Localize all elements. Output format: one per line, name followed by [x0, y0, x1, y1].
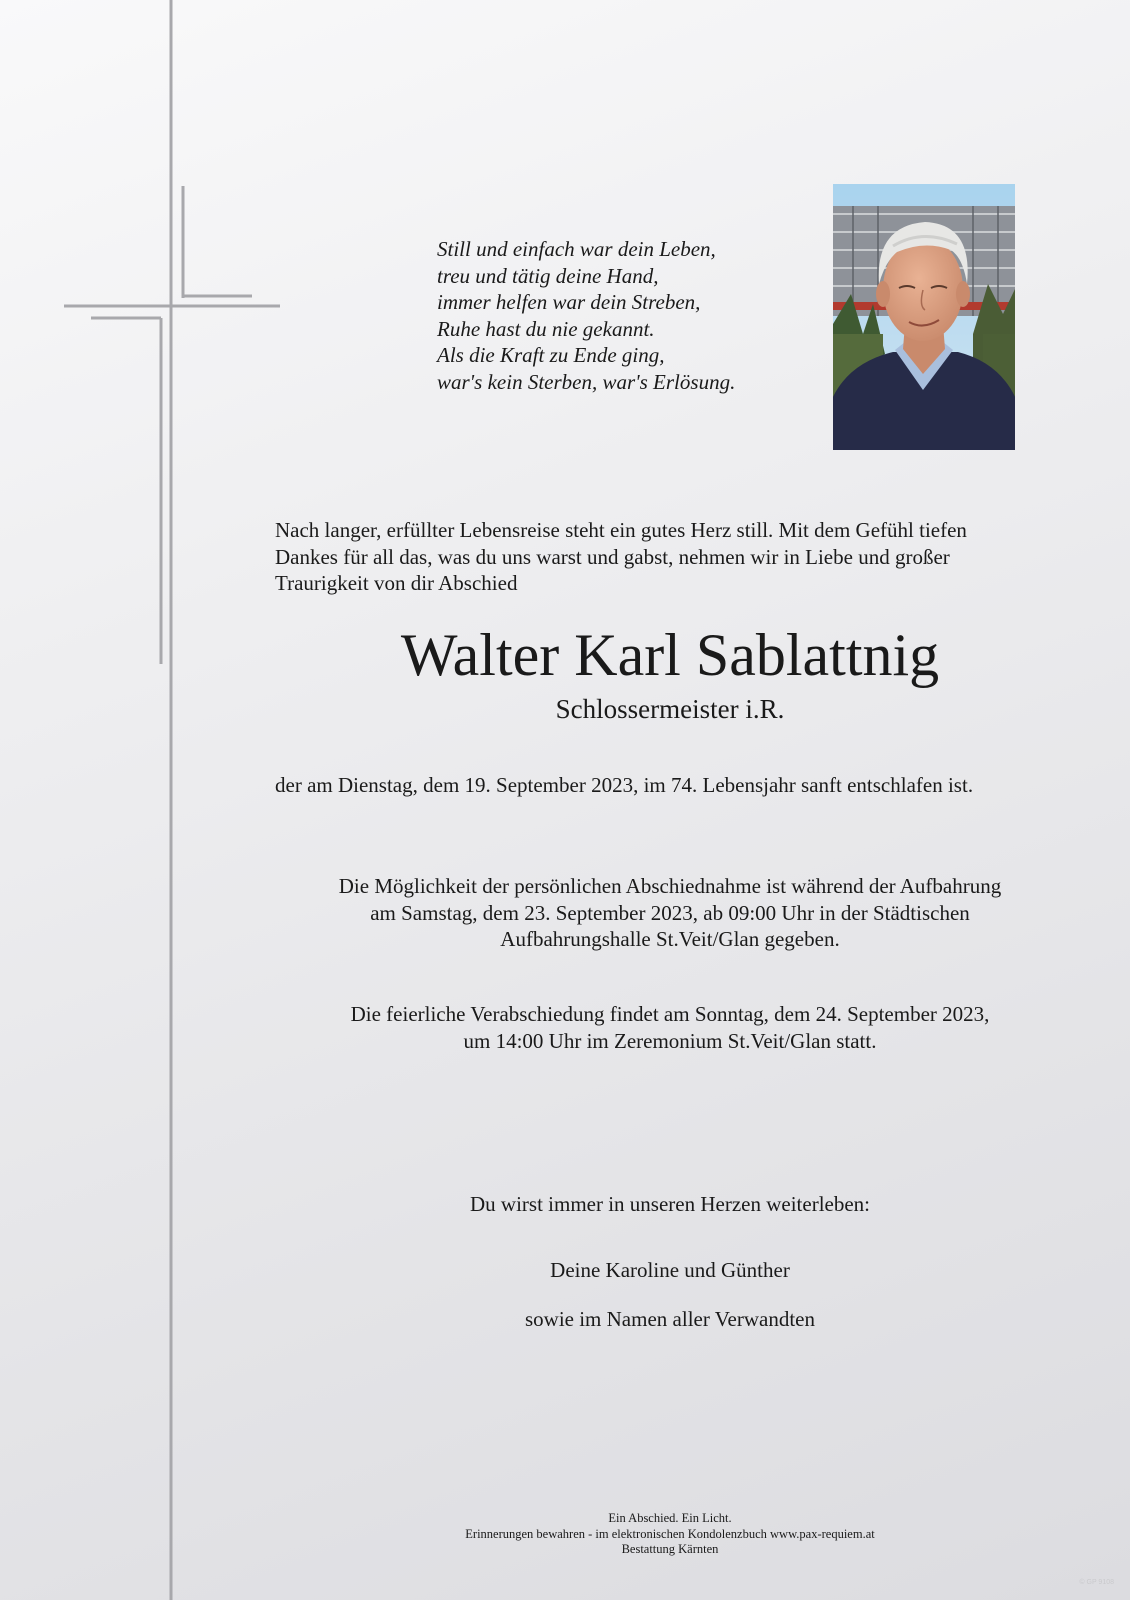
intro-paragraph	[275, 517, 1055, 597]
poem-line: Ruhe hast du nie gekannt.	[437, 316, 655, 341]
remembrance-line: Du wirst immer in unseren Herzen weiterleben:	[469, 1192, 871, 1216]
intro-line: Nach langer, erfüllter Lebensreise steht ein gutes Herz still. Mit dem Gefühl tiefen	[275, 518, 967, 542]
poem-line: immer helfen war dein Streben,	[437, 290, 701, 314]
family-signature: Deine Karoline und Günther	[550, 1258, 790, 1282]
farewell-paragraph	[275, 1001, 1065, 1054]
intro-line: Dankes für all das, was du uns warst und gabst, nehmen wir in Liebe und großer	[275, 544, 950, 569]
viewing-line: am Samstag, dem 23. September 2023, ab 09:00 Uhr in der Städtischen	[370, 900, 970, 925]
poem-line: Als die Kraft zu Ende ging,	[437, 343, 665, 367]
deceased-title: Schlossermeister i.R.	[555, 694, 785, 724]
portrait-photo	[833, 184, 1015, 450]
deceased-name: Walter Karl Sablattnig	[400, 622, 940, 688]
poem-line: Still und einfach war dein Leben,	[437, 237, 716, 261]
footer-funeral-home: Bestattung Kärnten	[621, 1542, 719, 1556]
intro-line: Traurigkeit von dir Abschied	[275, 571, 518, 595]
copyright-mark: © GP 9108	[1079, 1579, 1114, 1586]
poem-line: war's kein Sterben, war's Erlösung.	[437, 369, 736, 394]
poem-line: treu und tätig deine Hand,	[437, 263, 659, 288]
viewing-line: Die Möglichkeit der persönlichen Abschiednahme ist während der Aufbahrung	[338, 874, 1002, 898]
footer-condolence-book: Erinnerungen bewahren - im elektronischen Kondolenzbuch www.pax-requiem.at	[465, 1526, 875, 1541]
footer-tagline: Ein Abschied. Ein Licht.	[608, 1511, 732, 1525]
memorial-poem	[437, 236, 817, 395]
death-notice: der am Dienstag, dem 19. September 2023, im 74. Lebensjahr sanft entschlafen ist.	[275, 773, 974, 797]
footer	[275, 1511, 1065, 1558]
farewell-line: um 14:00 Uhr im Zeremonium St.Veit/Glan statt.	[463, 1028, 877, 1053]
viewing-line: Aufbahrungshalle St.Veit/Glan gegeben.	[500, 927, 840, 951]
relatives-line: sowie im Namen aller Verwandten	[524, 1307, 816, 1331]
viewing-paragraph	[275, 873, 1065, 953]
farewell-line: Die feierliche Verabschiedung findet am Sonntag, dem 24. September 2023,	[350, 1002, 990, 1026]
cross-ornament	[0, 0, 300, 1600]
